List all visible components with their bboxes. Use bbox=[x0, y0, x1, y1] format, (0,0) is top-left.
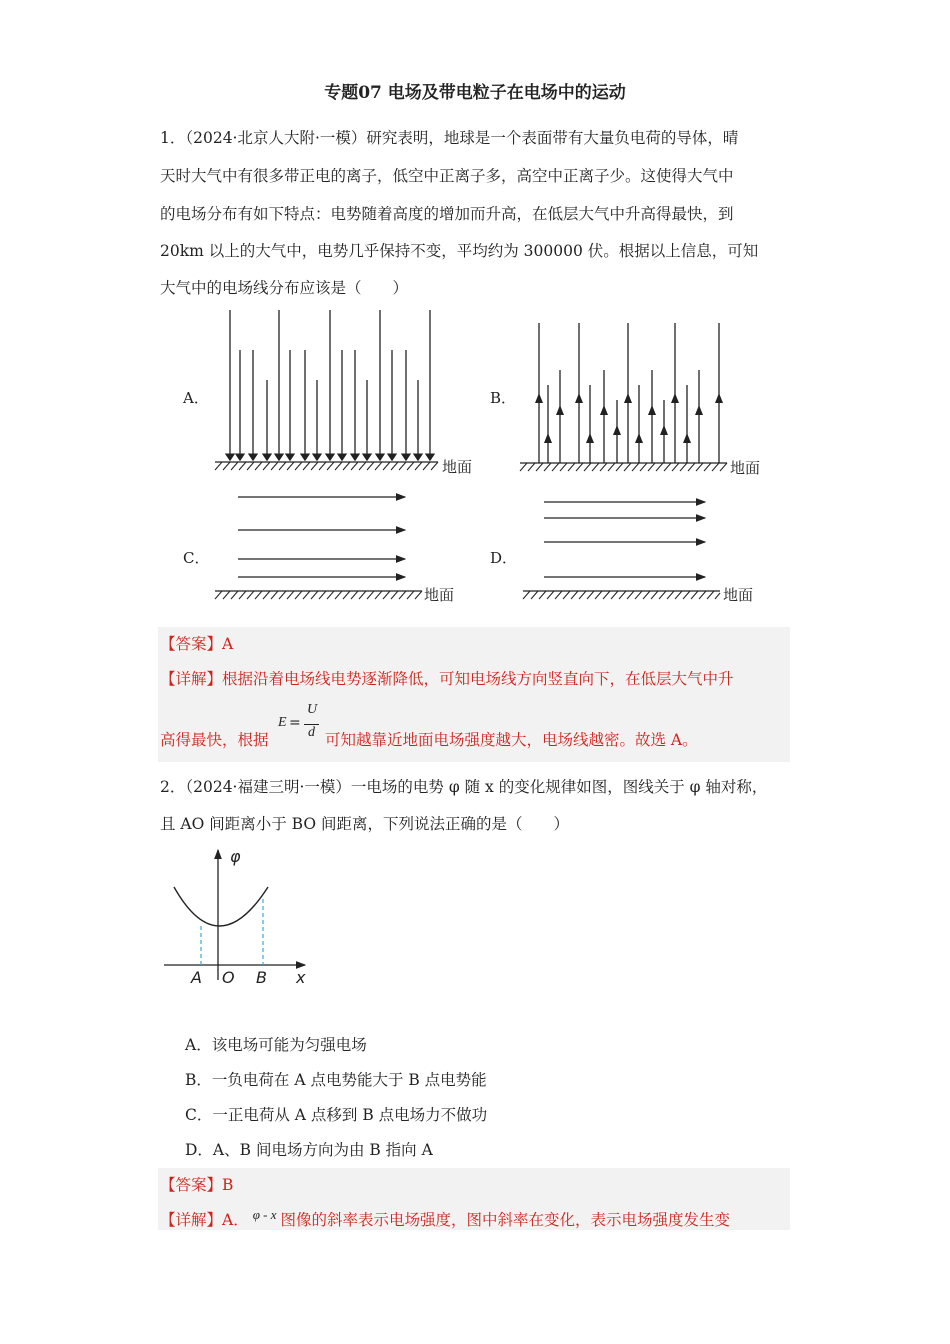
q1-detail-line-2a: 高得最快，根据 bbox=[160, 731, 269, 749]
point-a-label: A bbox=[191, 968, 202, 987]
q1-detail-line-2b: 可知越靠近地面电场强度越大，电场线越密。故选 A。 bbox=[325, 731, 698, 749]
point-b-label: B bbox=[256, 968, 267, 987]
figure-b-field-lines-up bbox=[515, 315, 780, 480]
figure-b-ground-label: 地面 bbox=[730, 459, 761, 477]
formula-denominator: d bbox=[308, 725, 315, 740]
figure-a-ground-label: 地面 bbox=[442, 458, 473, 476]
q1-detail-label: 【详解】 bbox=[160, 670, 223, 688]
q1-line-1: 1．（2024·北京人大附·一模）研究表明，地球是一个表面带有大量负电荷的导体，晴 bbox=[160, 129, 739, 147]
formula-numerator: U bbox=[307, 702, 318, 717]
q2-option-d: D．A、B 间电场方向为由 B 指向 A bbox=[185, 1141, 433, 1159]
potential-curve bbox=[174, 887, 268, 926]
page-title: 专题07 电场及带电粒子在电场中的运动 bbox=[324, 83, 626, 103]
q2-potential-graph bbox=[160, 845, 320, 995]
q1-answer bbox=[160, 632, 233, 654]
q2-detail-label: 【详解】 bbox=[160, 1211, 223, 1229]
figure-a-field-lines-down bbox=[210, 305, 480, 480]
q1-answer-box bbox=[158, 627, 790, 762]
figure-d-horizontal-lines bbox=[518, 488, 780, 608]
q1-answer-label: 【答案】 bbox=[160, 635, 223, 653]
figure-d-ground-label: 地面 bbox=[723, 586, 754, 604]
y-axis-label: φ bbox=[230, 847, 241, 866]
x-axis-label: x bbox=[296, 968, 306, 987]
figure-c-ground-label: 地面 bbox=[424, 586, 455, 604]
formula-e: E bbox=[278, 715, 287, 730]
origin-label: O bbox=[222, 968, 235, 987]
q2-answer-value: B bbox=[222, 1176, 234, 1194]
q2-line-2: 且 AO 间距离小于 BO 间距离，下列说法正确的是（ ） bbox=[160, 815, 569, 833]
q1-line-2: 天时大气中有很多带正电的离子，低空中正离子多，高空中正离子少。这使得大气中 bbox=[160, 167, 734, 185]
q1-line-3: 的电场分布有如下特点：电势随着高度的增加而升高，在低层大气中升高得最快，到 bbox=[160, 205, 734, 223]
q2-option-c: C．一正电荷从 A 点移到 B 点电场力不做功 bbox=[185, 1106, 488, 1124]
q2-answer-box bbox=[158, 1168, 790, 1230]
q1-option-d-label: D． bbox=[490, 549, 518, 567]
figure-c-horizontal-lines bbox=[210, 488, 470, 608]
q1-line-4: 20km 以上的大气中，电势几乎保持不变，平均约为 300000 伏。根据以上信息，可知 bbox=[160, 242, 759, 260]
q1-answer-value: A bbox=[222, 635, 234, 653]
q2-answer-label: 【答案】 bbox=[160, 1176, 223, 1194]
q2-detail-a: A． bbox=[222, 1211, 249, 1229]
q1-option-c-label: C． bbox=[183, 549, 210, 567]
q1-line-5: 大气中的电场线分布应该是（ ） bbox=[160, 279, 409, 297]
q1-detail-line-1 bbox=[160, 667, 734, 689]
q2-answer bbox=[160, 1173, 233, 1195]
q2-detail-b: 图像的斜率表示电场强度，图中斜率在变化，表示电场强度发生变 bbox=[280, 1211, 731, 1229]
q2-option-b: B．一负电荷在 A 点电势能大于 B 点电势能 bbox=[185, 1071, 487, 1089]
formula-eq: = bbox=[289, 715, 301, 731]
q2-detail-symbol: φ - x bbox=[252, 1207, 277, 1222]
q2-line-1: 2．（2024·福建三明·一模）一电场的电势 φ 随 x 的变化规律如图，图线关于 φ 轴对称， bbox=[160, 778, 768, 796]
q2-detail-line bbox=[160, 1208, 730, 1230]
q2-option-a: A．该电场可能为匀强电场 bbox=[185, 1036, 367, 1054]
q1-detail-text-1: 根据沿着电场线电势逐渐降低，可知电场线方向竖直向下，在低层大气中升 bbox=[222, 670, 734, 688]
q1-option-a-label: A． bbox=[183, 389, 209, 407]
q1-option-b-label: B． bbox=[490, 389, 517, 407]
